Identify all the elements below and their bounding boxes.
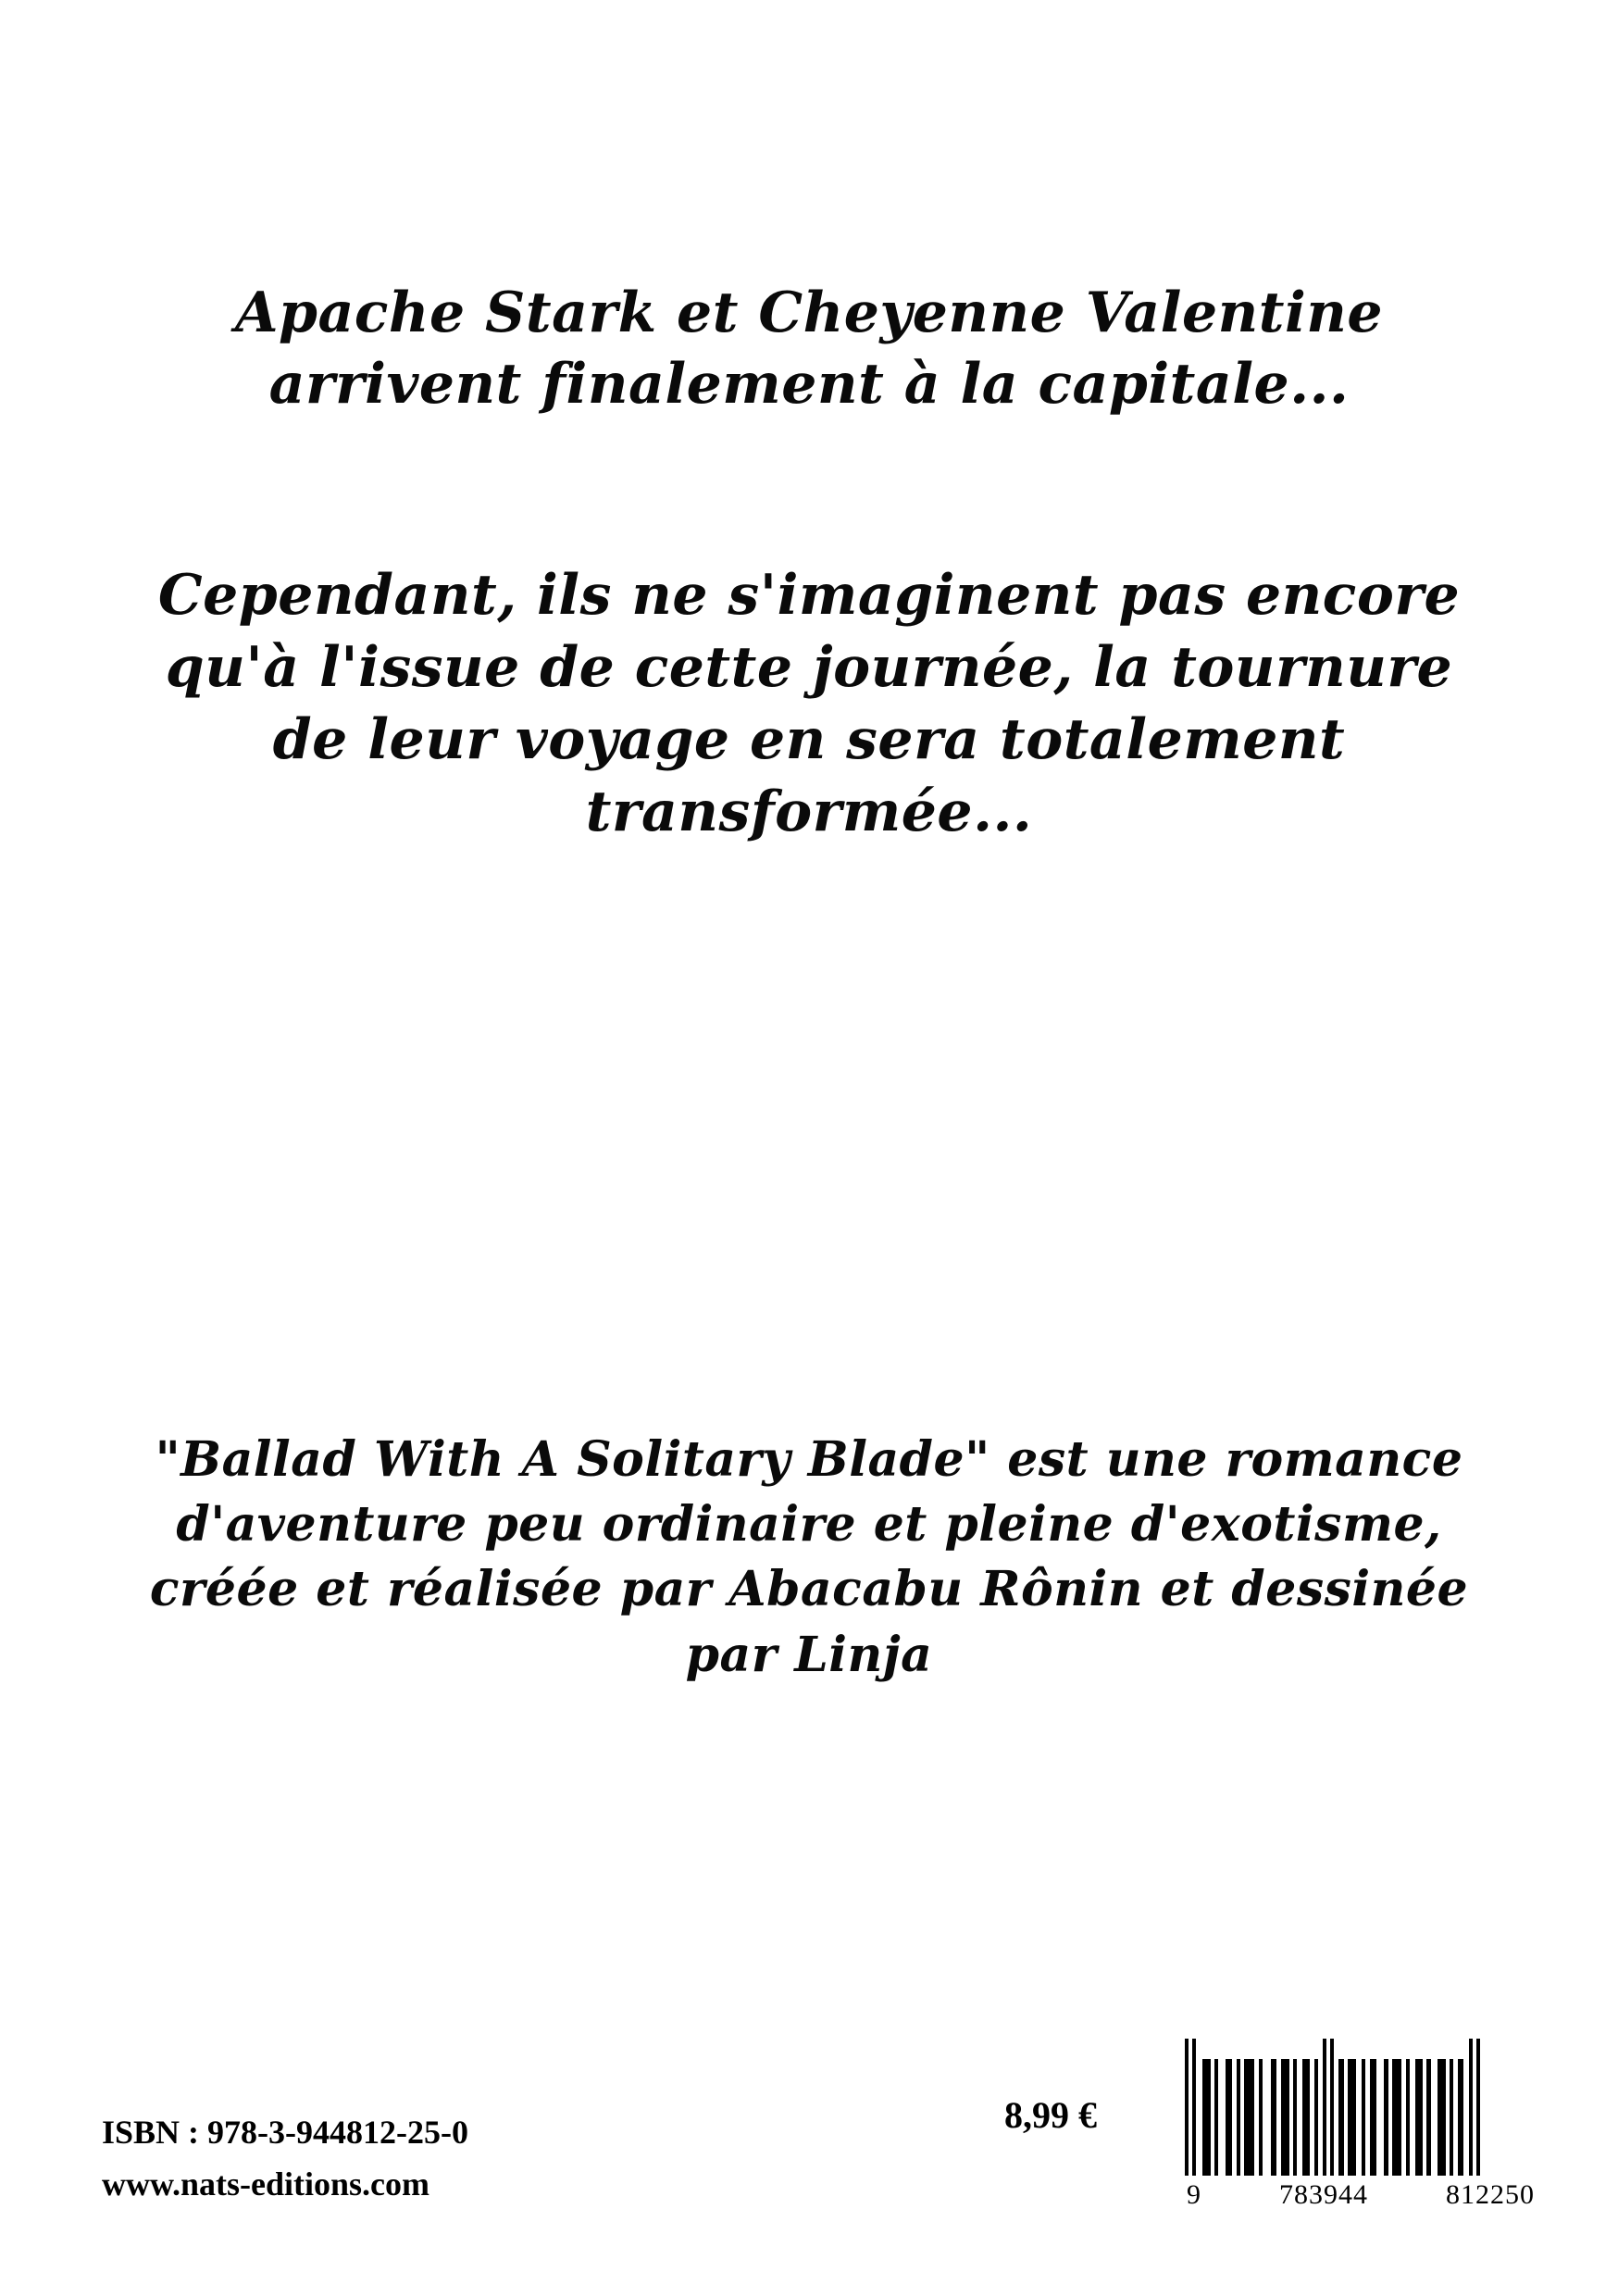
footer — [0, 1990, 1618, 2296]
isbn-text: ISBN : 978-3-944812-25-0 — [102, 2114, 468, 2152]
barcode-digit-right: 812250 — [1446, 2179, 1535, 2210]
credit-text: "Ballad With A Solitary Blade" est une romance d'aventure peu ordinaire et pleine d'exotisme, créée et réalisée par Abacabu Rônin et dessinée par Linja — [149, 1431, 1469, 1683]
barcode-digit-left: 9 — [1187, 2179, 1201, 2210]
price-label: 8,99 € — [1004, 2094, 1097, 2136]
barcode-digit-mid: 783944 — [1279, 2179, 1368, 2210]
barcode-digits — [1185, 2179, 1537, 2211]
publisher-website[interactable]: www.nats-editions.com — [102, 2165, 430, 2203]
barcode-bars — [1185, 2039, 1537, 2176]
blurb-paragraph-1: Apache Stark et Cheyenne Valentine arrivent finalement à la capitale... — [234, 281, 1384, 417]
isbn-block — [102, 2107, 468, 2211]
blurb-section — [83, 278, 1535, 848]
blurb-paragraph-2: Cependant, ils ne s'imaginent pas encore qu'à l'issue de cette journée, la tournure de leur voyage en sera totalement transformée... — [157, 562, 1461, 844]
barcode — [1185, 2039, 1537, 2211]
